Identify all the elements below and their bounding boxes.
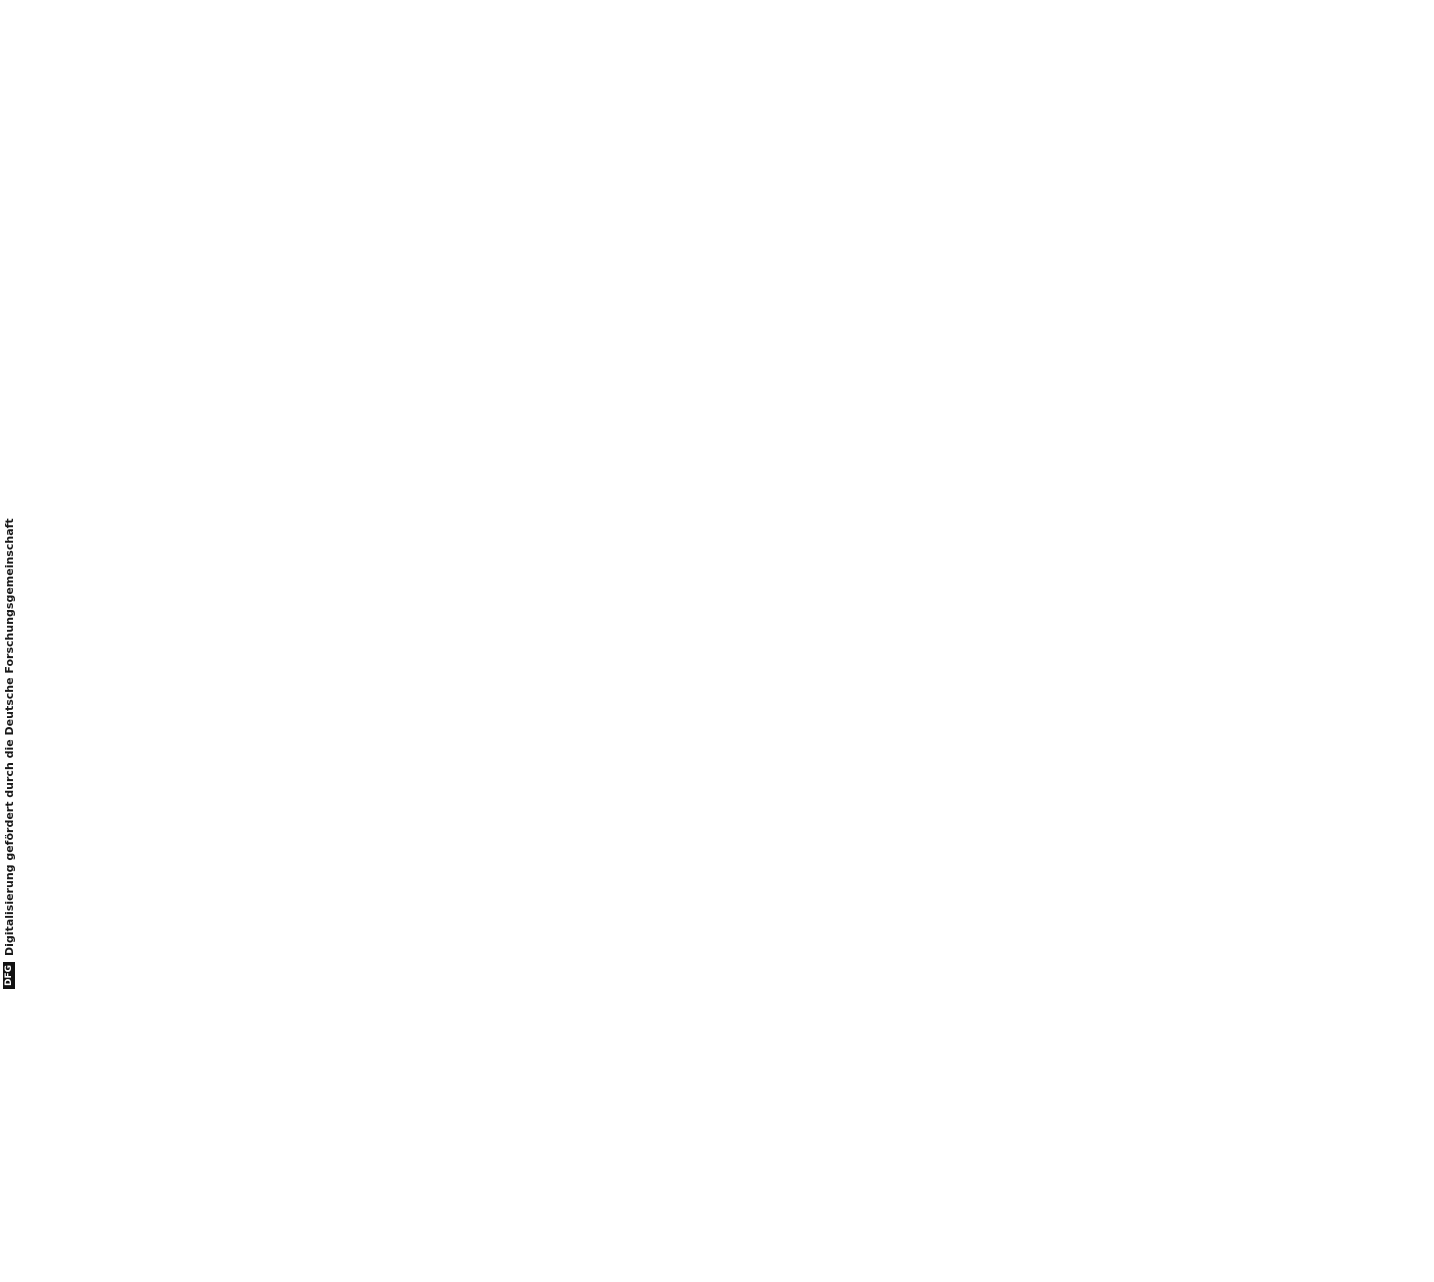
digitization-footer — [0, 0, 18, 989]
dfg-logo: DFG — [3, 962, 15, 989]
digitization-note: Digitalisierung gefördert durch die Deutsche Forschungsgemeinschaft — [2, 518, 16, 956]
